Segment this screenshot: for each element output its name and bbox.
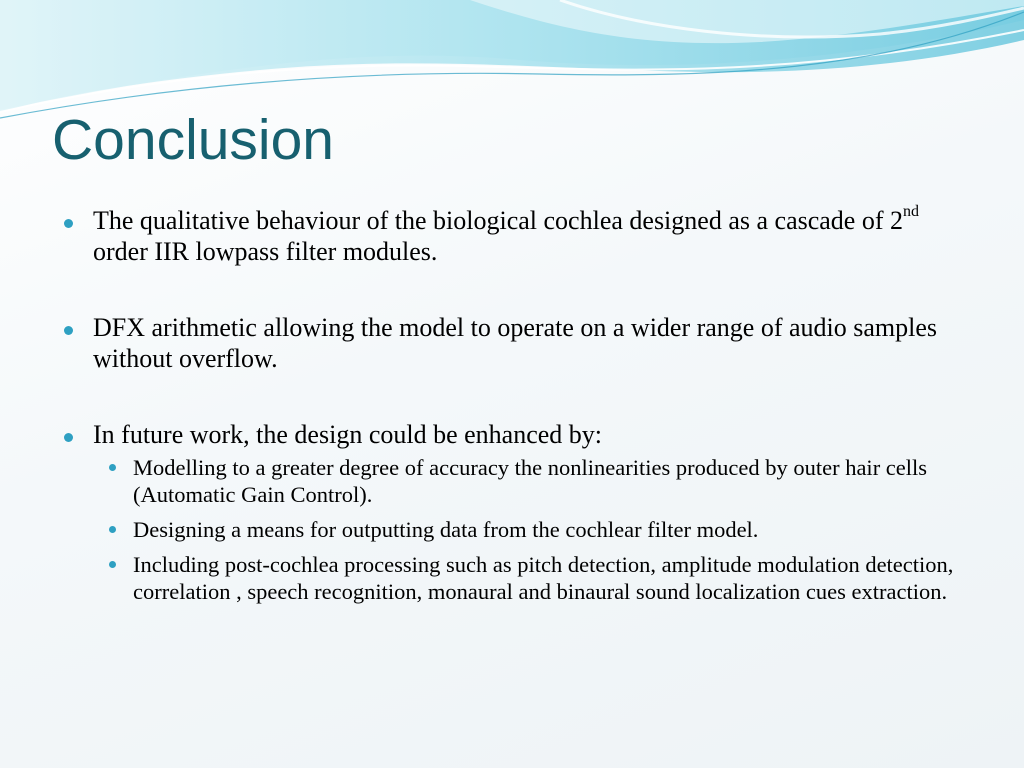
sub-bullet-text: Including post-cochlea processing such as pitch detection, amplitude modulation detection, correlation , speech recognition, monaural and binaural sound localization cues extraction. [133, 552, 954, 604]
bullet-dot-icon [109, 561, 116, 568]
sub-bullet-list [62, 454, 962, 605]
bullet-item [62, 205, 962, 267]
bullet-text: DFX arithmetic allowing the model to operate on a wider range of audio samples without overflow. [93, 313, 938, 373]
sub-bullet-item [62, 454, 962, 508]
bullet-superscript: nd [903, 203, 919, 221]
sub-bullet-item [62, 551, 962, 605]
sub-bullet-text: Designing a means for outputting data from the cochlear filter model. [133, 517, 759, 542]
bullet-item [62, 419, 962, 450]
bullet-dot-icon [109, 464, 116, 471]
bullet-text-continued: order IIR lowpass filter modules. [93, 237, 438, 266]
bullet-dot-icon [64, 433, 73, 442]
slide-title: Conclusion [52, 108, 334, 172]
bullet-dot-icon [64, 326, 73, 335]
slide-content [62, 205, 962, 613]
sub-bullet-item [62, 516, 962, 543]
sub-bullet-text: Modelling to a greater degree of accuracy the nonlinearities produced by outer hair cells (Automatic Gain Control). [133, 455, 928, 507]
bullet-text: In future work, the design could be enhanced by: [93, 420, 603, 449]
bullet-text: The qualitative behaviour of the biological cochlea designed as a cascade of 2 [93, 206, 903, 235]
bullet-dot-icon [64, 219, 73, 228]
bullet-dot-icon [109, 526, 116, 533]
bullet-item [62, 312, 962, 374]
